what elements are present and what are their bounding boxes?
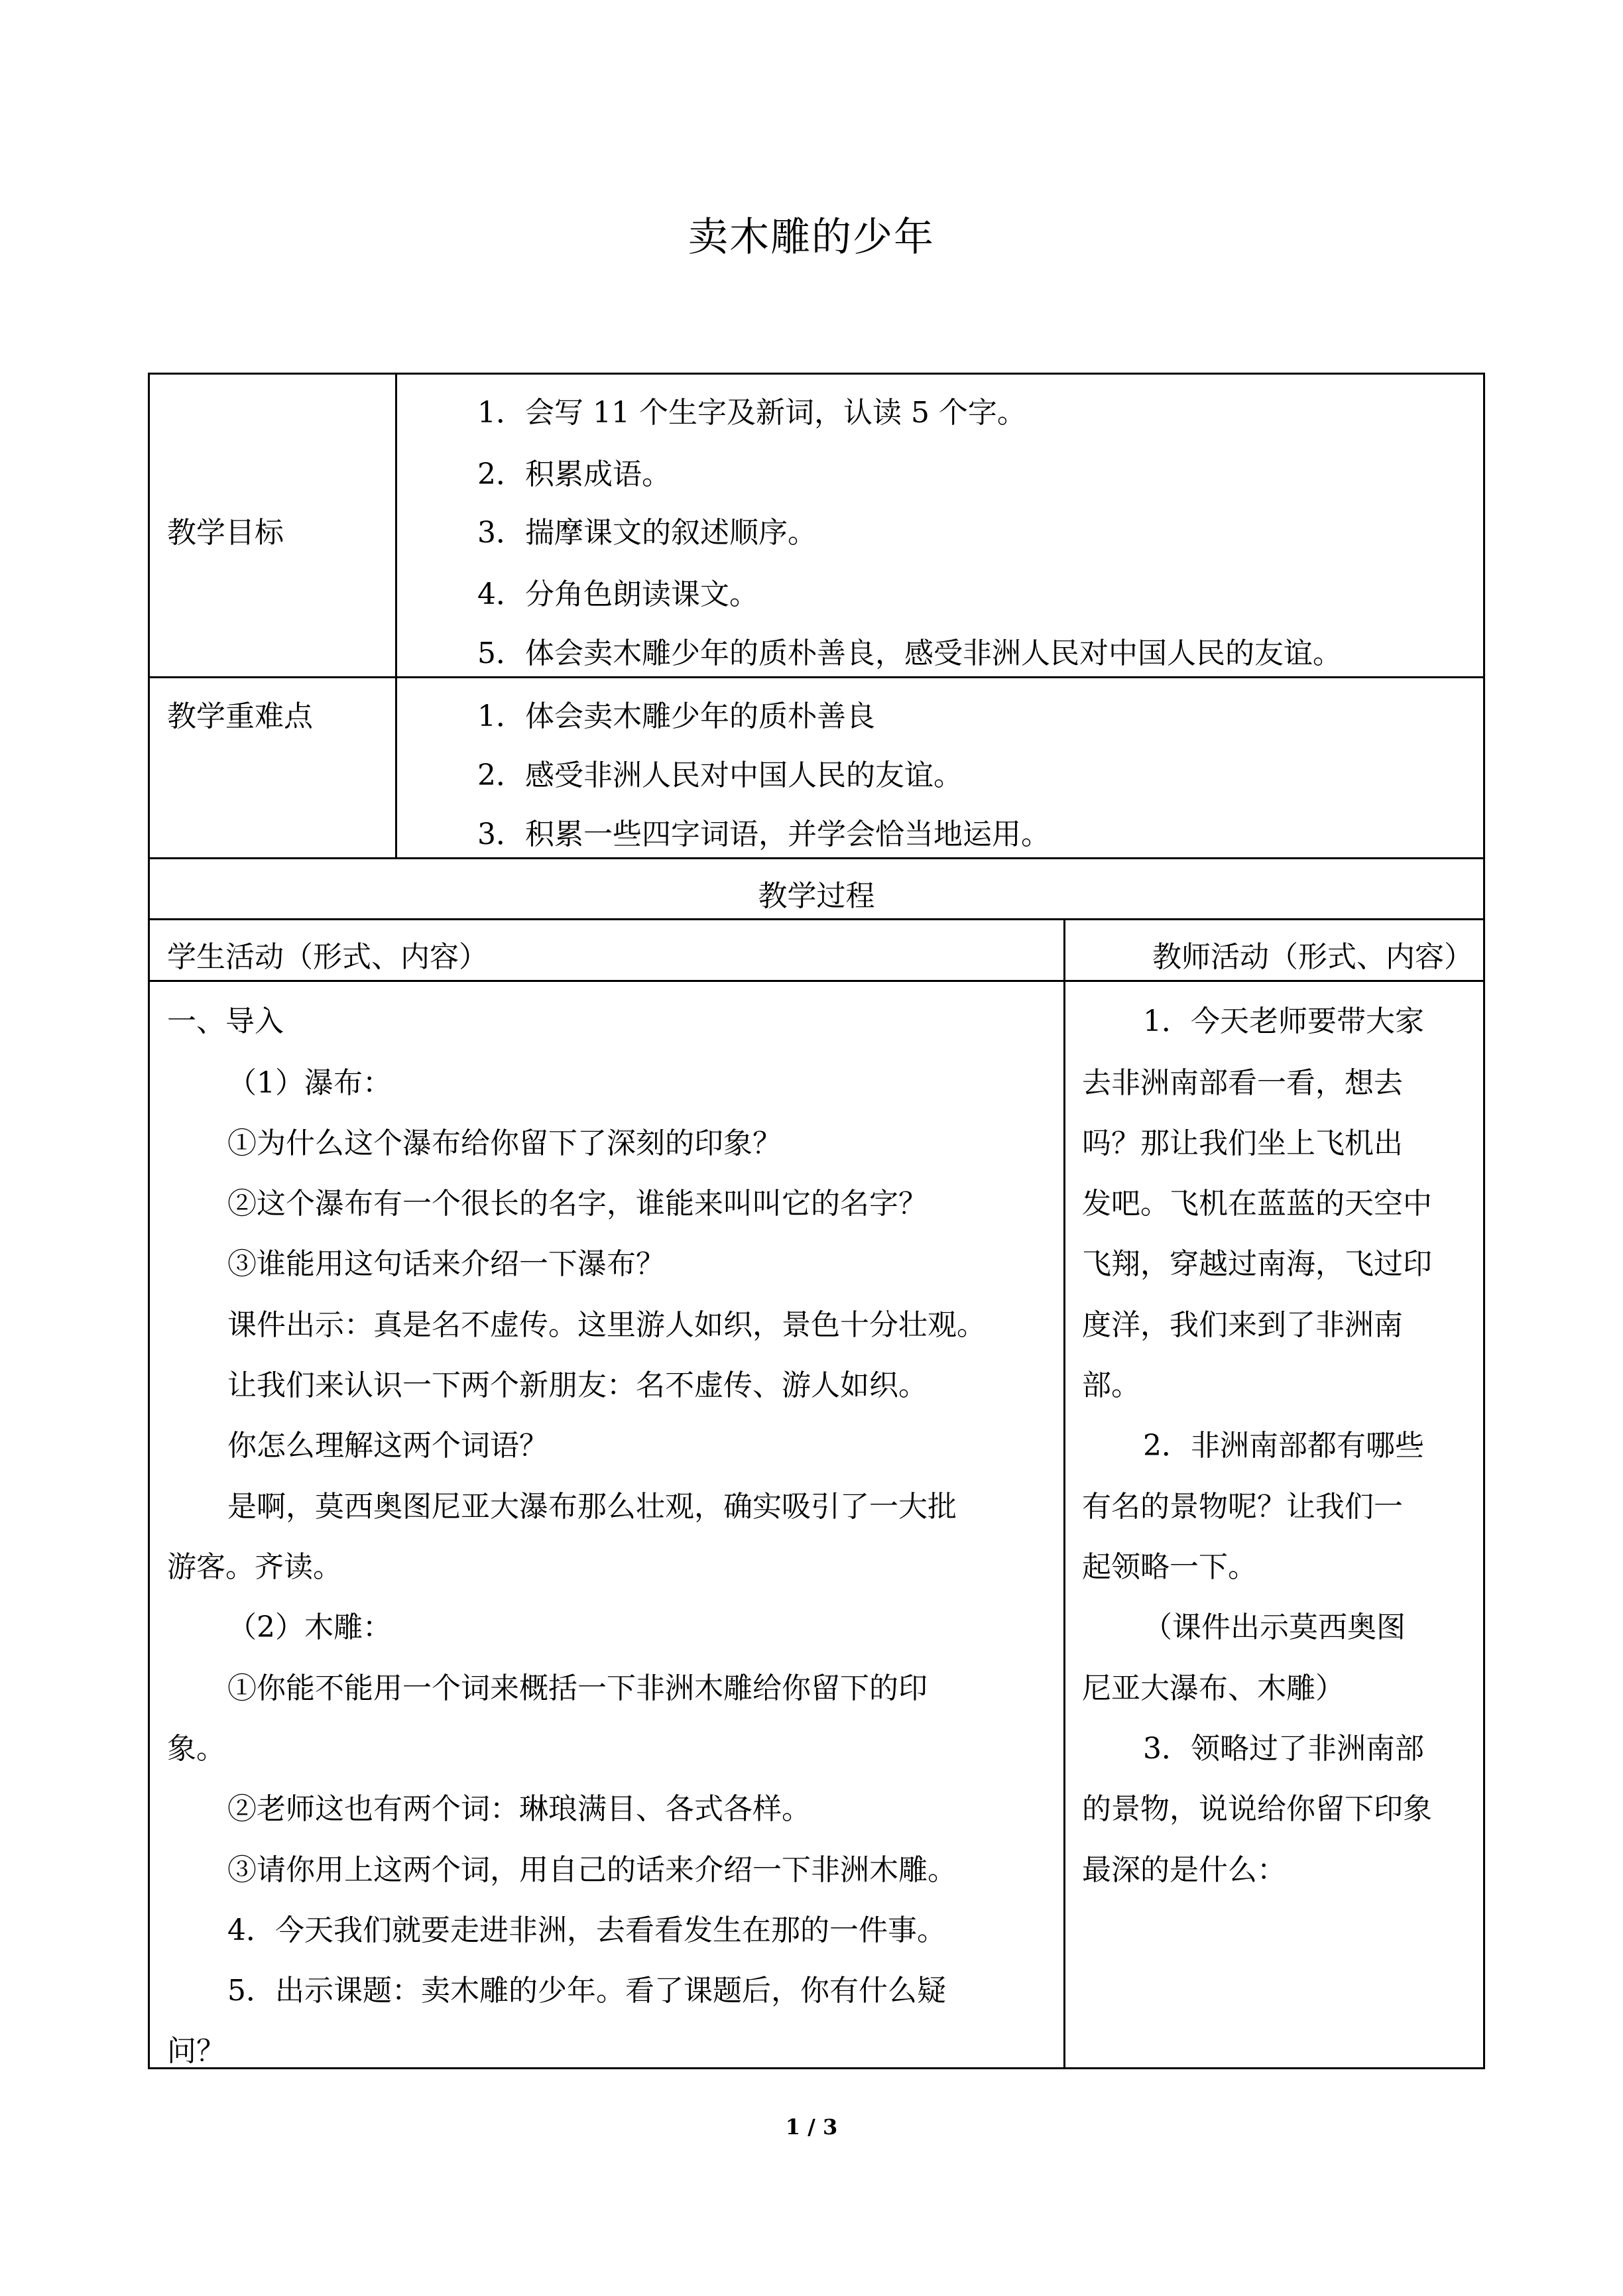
student-line: ①为什么这个瀑布给你留下了深刻的印象？ xyxy=(227,1126,782,1160)
student-line: 游客。齐读。 xyxy=(167,1550,342,1584)
row-divider-objectives xyxy=(148,676,1485,678)
student-line: ②这个瀑布有一个很长的名字，谁能来叫叫它的名字？ xyxy=(227,1187,928,1221)
table-border-left xyxy=(148,373,150,2069)
table-border-bottom xyxy=(148,2067,1485,2069)
teacher-line: 3．领略过了非洲南部 xyxy=(1143,1732,1424,1766)
objective-item: 4．分角色朗读课文。 xyxy=(477,577,758,611)
key-point-item: 2．感受非洲人民对中国人民的友谊。 xyxy=(477,758,963,792)
teacher-activity-header: 教师活动（形式、内容） xyxy=(1152,940,1473,974)
teacher-line: 飞翔，穿越过南海，飞过印 xyxy=(1082,1247,1432,1281)
teacher-line: 的景物，说说给你留下印象 xyxy=(1082,1792,1432,1826)
teacher-line: 1．今天老师要带大家 xyxy=(1143,1004,1424,1038)
student-line: ③请你用上这两个词，用自己的话来介绍一下非洲木雕。 xyxy=(227,1853,957,1887)
teacher-line: 吗？那让我们坐上飞机出 xyxy=(1082,1126,1403,1160)
student-activity-header: 学生活动（形式、内容） xyxy=(167,940,488,974)
table-border-right xyxy=(1483,373,1485,2069)
student-line: 课件出示：真是名不虚传。这里游人如织，景色十分壮观。 xyxy=(227,1308,986,1342)
activity-column-divider xyxy=(1063,918,1065,2069)
student-line: ①你能不能用一个词来概括一下非洲木雕给你留下的印 xyxy=(227,1671,928,1705)
teacher-line: （课件出示莫西奥图 xyxy=(1143,1610,1406,1644)
objective-item: 2．积累成语。 xyxy=(477,457,671,491)
objective-item: 3．揣摩课文的叙述顺序。 xyxy=(477,516,817,550)
process-header: 教学过程 xyxy=(758,879,875,913)
key-point-item: 1．体会卖木雕少年的质朴善良 xyxy=(477,699,875,733)
student-line: 一、导入 xyxy=(167,1004,284,1038)
objective-item: 1．会写 11 个生字及新词，认读 5 个字。 xyxy=(477,396,1026,430)
teacher-line: 部。 xyxy=(1082,1368,1140,1402)
student-line: （1）瀑布： xyxy=(227,1066,392,1100)
teacher-line: 去非洲南部看一看，想去 xyxy=(1082,1066,1403,1100)
row-divider-process-header xyxy=(148,918,1485,920)
label-column-divider xyxy=(395,373,397,859)
teacher-line: 起领略一下。 xyxy=(1082,1550,1257,1584)
teacher-line: 有名的景物呢？让我们一 xyxy=(1082,1490,1403,1524)
objectives-label: 教学目标 xyxy=(167,516,284,550)
teacher-line: 发吧。飞机在蓝蓝的天空中 xyxy=(1082,1187,1432,1221)
teacher-line: 最深的是什么： xyxy=(1082,1853,1286,1887)
student-line: 你怎么理解这两个词语？ xyxy=(227,1429,548,1463)
key-points-label: 教学重难点 xyxy=(167,699,313,733)
table-border-top xyxy=(148,373,1485,375)
student-line: ②老师这也有两个词：琳琅满目、各式各样。 xyxy=(227,1792,811,1826)
document-title: 卖木雕的少年 xyxy=(688,214,935,261)
student-line: ③谁能用这句话来介绍一下瀑布？ xyxy=(227,1247,665,1281)
student-line: （2）木雕： xyxy=(227,1610,392,1644)
row-divider-column-headers xyxy=(148,980,1485,982)
student-line: 让我们来认识一下两个新朋友：名不虚传、游人如织。 xyxy=(227,1368,928,1402)
teacher-line: 2．非洲南部都有哪些 xyxy=(1143,1429,1424,1463)
teacher-line: 度洋，我们来到了非洲南 xyxy=(1082,1308,1403,1342)
student-line: 4．今天我们就要走进非洲，去看看发生在那的一件事。 xyxy=(227,1913,946,1947)
student-line: 5．出示课题：卖木雕的少年。看了课题后，你有什么疑 xyxy=(227,1974,946,2008)
row-divider-keypoints xyxy=(148,857,1485,859)
objective-item: 5．体会卖木雕少年的质朴善良，感受非洲人民对中国人民的友谊。 xyxy=(477,636,1342,670)
student-line: 象。 xyxy=(167,1732,225,1766)
student-line: 是啊，莫西奥图尼亚大瀑布那么壮观，确实吸引了一大批 xyxy=(227,1490,957,1524)
page-number: 1 / 3 xyxy=(785,2114,838,2140)
key-point-item: 3．积累一些四字词语，并学会恰当地运用。 xyxy=(477,817,1050,851)
student-line: 问？ xyxy=(167,2034,225,2068)
teacher-line: 尼亚大瀑布、木雕） xyxy=(1082,1671,1345,1705)
